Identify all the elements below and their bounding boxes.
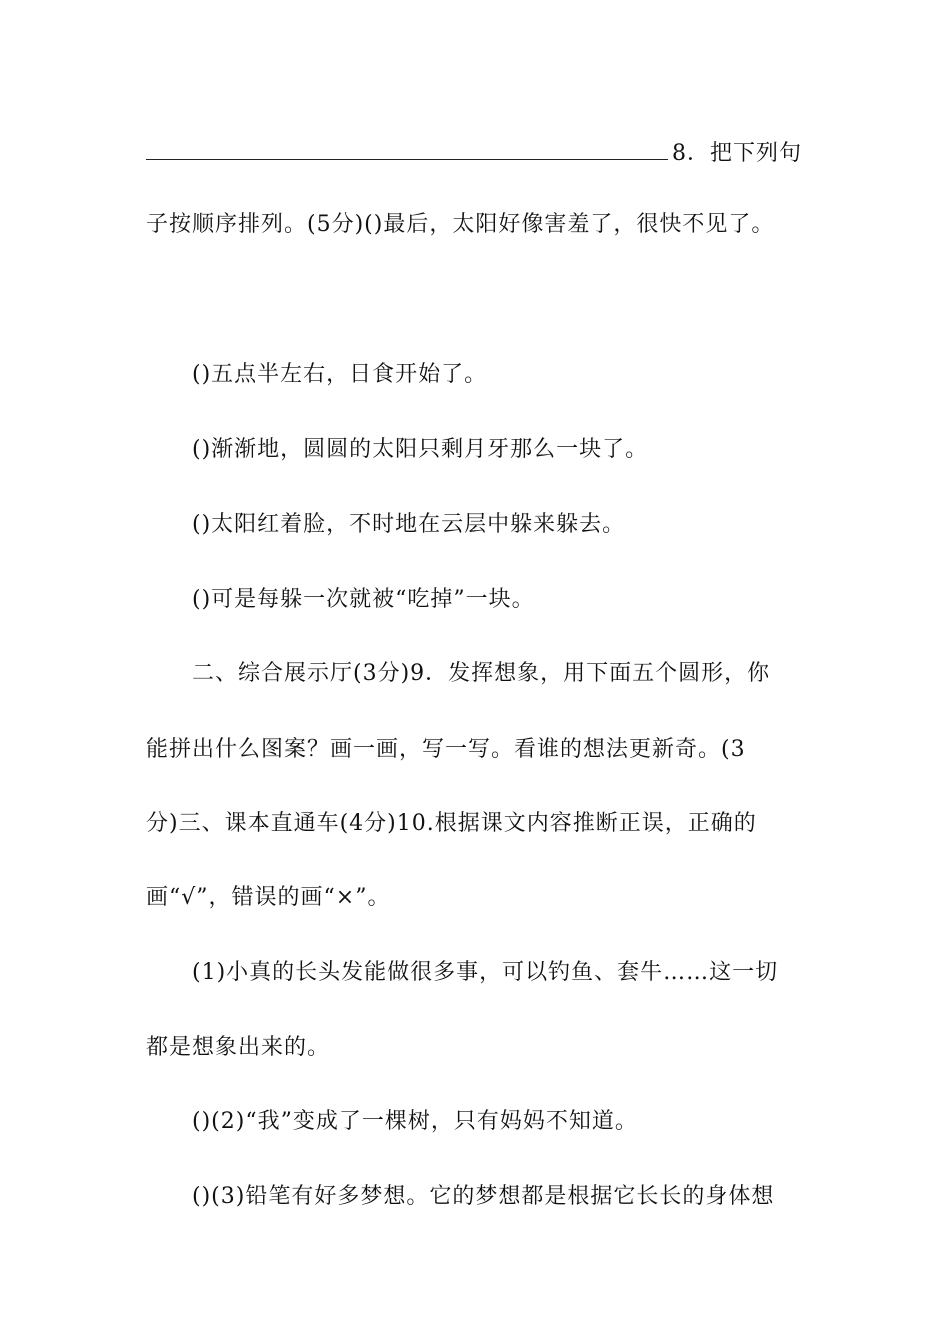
line-6: ()可是每躲一次就被“吃掉”一块。 xyxy=(192,587,535,612)
line-9: 分)三、课本直通车(4分)10.根据课文内容推断正误，正确的 xyxy=(146,811,757,836)
line-13: ()(2)“我”变成了一棵树，只有妈妈不知道。 xyxy=(192,1109,638,1134)
line-14: ()(3)铅笔有好多梦想。它的梦想都是根据它长长的身体想 xyxy=(192,1184,775,1209)
line-2: 子按顺序排列。(5分)()最后，太阳好像害羞了，很快不见了。 xyxy=(146,212,775,237)
line-5: ()太阳红着脸，不时地在云层中躲来躲去。 xyxy=(192,512,626,537)
line-4: ()渐渐地，圆圆的太阳只剩月牙那么一块了。 xyxy=(192,437,649,462)
line-12: 都是想象出来的。 xyxy=(146,1035,331,1060)
line-10: 画“√”，错误的画“×”。 xyxy=(146,885,391,910)
line-1-text: 8．把下列句 xyxy=(672,141,802,166)
line-3: ()五点半左右，日食开始了。 xyxy=(192,362,488,387)
line-7: 二、综合展示厅(3分)9．发挥想象，用下面五个圆形，你 xyxy=(192,661,771,686)
line-11: (1)小真的长头发能做很多事，可以钓鱼、套牛……这一切 xyxy=(192,960,779,985)
line-1 xyxy=(146,137,806,169)
answer-blank[interactable] xyxy=(146,137,668,160)
line-8: 能拼出什么图案？画一画，写一写。看谁的想法更新奇。(3 xyxy=(146,737,746,762)
